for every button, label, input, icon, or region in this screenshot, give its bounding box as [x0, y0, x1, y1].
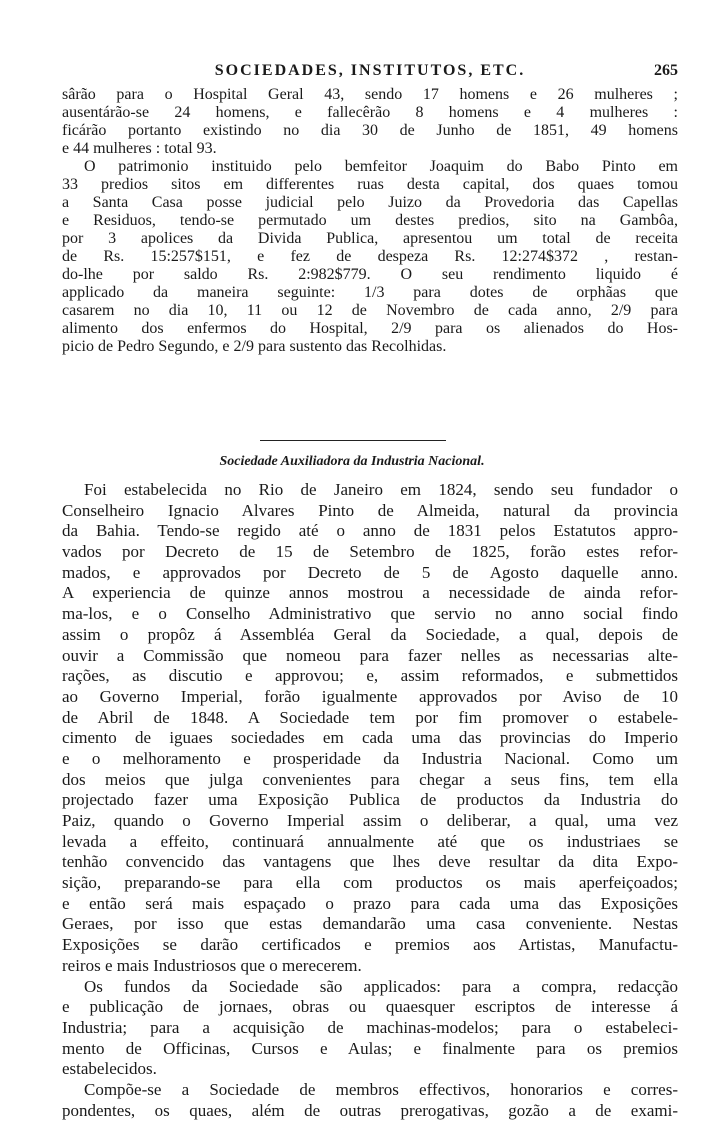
text-line: estabelecidos.	[62, 1059, 157, 1079]
text-line: mados, e approvados por Decreto de 5 de Agosto daquelle anno.	[62, 562, 678, 582]
text-line: Foi estabelecida no Rio de Janeiro em 1824, sendo seu fundador o	[84, 480, 678, 499]
text-line: reiros e mais Industriosos que o merecerem.	[62, 955, 362, 975]
text-line: tenhão convencido das vantagens que lhes deve resultar da dita Expo-	[62, 852, 678, 872]
text-line: e então será mais espaçado o prazo para cada uma das Exposições	[62, 893, 678, 913]
text-line: de Rs. 15:257$151, e fez de despeza Rs. 12:274$372 , restan-	[62, 248, 678, 265]
text-line: sição, preparando-se para ella com productos os mais aperfeiçoados;	[62, 873, 678, 893]
text-line: mento de Officinas, Cursos e Aulas; e finalmente para os premios	[62, 1038, 678, 1058]
text-line: Exposições se darão certificados e premios aos Artistas, Manufactu-	[62, 935, 678, 955]
text-line: sârão para o Hospital Geral 43, sendo 17 homens e 26 mulheres ;	[62, 86, 678, 103]
text-line: ficárão portanto existindo no dia 30 de Junho de 1851, 49 homens	[62, 122, 678, 139]
section-divider	[260, 440, 446, 441]
page-number: 265	[654, 62, 678, 79]
text-line: alimento dos enfermos do Hospital, 2/9 para os alienados do Hos-	[62, 320, 678, 337]
text-line: Compõe-se a Sociedade de membros effectivos, honorarios e corres-	[84, 1079, 678, 1099]
text-line: 33 predios sitos em differentes ruas desta capital, dos quaes tomou	[62, 176, 678, 193]
text-line: assim o propôz á Assembléa Geral da Sociedade, a qual, depois de	[62, 624, 678, 644]
text-line: Geraes, por isso que estas demandarão uma casa conveniente. Nestas	[62, 914, 678, 934]
page-header	[62, 62, 678, 84]
text-line: a Santa Casa posse judicial pelo Juizo da Provedoria das Capellas	[62, 194, 678, 211]
text-line: Paiz, quando o Governo Imperial assim o deliberar, a qual, uma vez	[62, 811, 678, 830]
section-sociedade-auxiliadora-text	[62, 480, 678, 1121]
text-line: pondentes, os quaes, além de outras prerogativas, gozão a de exami-	[62, 1100, 678, 1120]
text-line: e Residuos, tendo-se permutado um destes predios, sito na Gambôa,	[62, 212, 678, 229]
text-line: A experiencia de quinze annos mostrou a necessidade de ainda refor-	[62, 583, 678, 603]
text-line: do-lhe por saldo Rs. 2:982$779. O seu rendimento liquido é	[62, 266, 678, 283]
text-line: ma-los, e o Conselho Administrativo que servio no anno social findo	[62, 604, 678, 624]
running-title: SOCIEDADES, INSTITUTOS, ETC.	[214, 62, 526, 79]
text-line: applicado da maneira seguinte: 1/3 para dotes de orphãas que	[62, 284, 678, 301]
text-line: Industria; para a acquisição de machinas-modelos; para o estabeleci-	[62, 1017, 678, 1037]
text-line: e o melhoramento e prosperidade da Industria Nacional. Como um	[62, 748, 678, 768]
text-line: e publicação de jornaes, obras ou quaesquer escriptos de interesse á	[62, 997, 678, 1017]
text-line: dos meios que julga convenientes para chegar a seus fins, tem ella	[62, 769, 678, 789]
text-line: projectado fazer uma Exposição Publica de productos da Industria do	[62, 790, 678, 810]
text-line: ao Governo Imperial, forão igualmente approvados por Aviso de 10	[62, 686, 678, 706]
text-line: cimento de iguaes sociedades em cada uma das provincias do Imperio	[62, 728, 678, 748]
text-line: ouvir a Commissão que nomeou para fazer nelles as necessarias alte-	[62, 645, 678, 665]
text-line: levada a effeito, continuará annualmente até que os industriaes se	[62, 831, 678, 851]
text-line: de Abril de 1848. A Sociedade tem por fim promover o estabele-	[62, 707, 678, 727]
text-line: por 3 apolices da Divida Publica, apresentou um total de receita	[62, 230, 678, 247]
text-line: casarem no dia 10, 11 ou 12 de Novembro de cada anno, 2/9 para	[62, 302, 678, 319]
text-line: Conselheiro Ignacio Alvares Pinto de Almeida, natural da provincia	[62, 500, 678, 520]
text-line: da Bahia. Tendo-se regido até o anno de 1831 pelos Estatutos appro-	[62, 521, 678, 541]
text-line: rações, as discutio e approvou; e, assim reformados, e submettidos	[62, 666, 678, 686]
text-line: e 44 mulheres : total 93.	[62, 140, 217, 157]
text-line: picio de Pedro Segundo, e 2/9 para sustento das Recolhidas.	[62, 338, 447, 355]
section-heading: Sociedade Auxiliadora da Industria Nacional.	[219, 454, 485, 469]
text-line: Os fundos da Sociedade são applicados: para a compra, redacção	[84, 976, 678, 996]
text-line: O patrimonio instituido pelo bemfeitor Joaquim do Babo Pinto em	[84, 158, 678, 175]
section-santa-casa-text	[62, 86, 678, 356]
text-line: ausentárão-se 24 homens, e fallecêrão 8 homens e 4 mulheres :	[62, 104, 678, 121]
text-line: vados por Decreto de 15 de Setembro de 1825, forão estes refor-	[62, 542, 678, 562]
